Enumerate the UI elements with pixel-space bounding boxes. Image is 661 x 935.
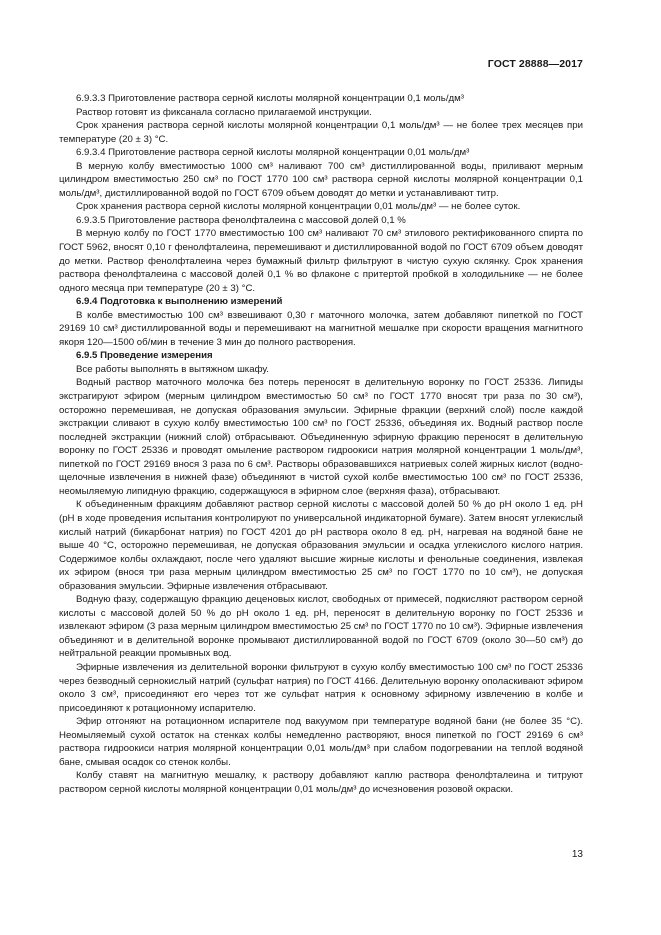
paragraph: В колбе вместимостью 100 см³ взвешивают 0,30 г маточного молочка, затем добавляют пипеткой по ГОСТ 29169 10 см³ дистиллированной воды и перемешивают на магнитной мешалке при скорости вращения магнитного якоря 120—1500 об/мин в течение 3 мин до полного растворения. xyxy=(59,309,583,348)
document-code-header: ГОСТ 28888—2017 xyxy=(487,58,583,70)
page-number: 13 xyxy=(571,849,583,860)
subsection-heading: 6.9.3.5 Приготовление раствора фенолфталеина с массовой долей 0,1 % xyxy=(76,214,406,226)
paragraph: К объединенным фракциям добавляют раствор серной кислоты с массовой долей 50 % до pH около 1 ед. pH (pH в ходе проведения испытания контролируют по универсальной индикаторной бумаге). Затем вносят углекислый кислый натрий (бикарбонат натрия) по ГОСТ 4201 до pH раствора около 8 ед. pH, нагревая на водяной бане не выше 40 °С, осторожно перемешивая, не допуская образования эмульсии и осадка углекислого кислого натрия. Содержимое колбы охлаждают, после чего удаляют высшие жирные кислоты и фенольные соединения, извлекая их эфиром (внося три раза мерным цилиндром вместимостью 25 см³ по ГОСТ 1770 по 10 см³), не допуская образования эмульсии. Эфирные извлечения отбрасывают. xyxy=(59,499,583,592)
paragraph: Водную фазу, содержащую фракцию деценовых кислот, свободных от примесей, подкисляют раствором серной кислоты с массовой долей 50 % до pH около 1 ед. pH, переносят в делительную воронку по ГОСТ 25336 и извлекают эфиром (3 раза мерным цилиндром вместимостью 25 см³ по ГОСТ 1770 по 10 см³). Эфирные извлечения объединяют и в делительной воронке промывают дистиллированной водой по ГОСТ 6709 (около 30—50 см³) до нейтральной реакции промывных вод. xyxy=(59,594,583,660)
paragraph: Срок хранения раствора серной кислоты молярной концентрации 0,01 моль/дм³ — не более суток. xyxy=(76,201,521,213)
document-body xyxy=(59,92,583,796)
section-heading: 6.9.4 Подготовка к выполнению измерений xyxy=(76,296,283,308)
paragraph: Все работы выполнять в вытяжном шкафу. xyxy=(76,363,269,375)
paragraph: Раствор готовят из фиксанала согласно прилагаемой инструкции. xyxy=(76,106,372,118)
paragraph: Водный раствор маточного молочка без потерь переносят в делительную воронку по ГОСТ 25336. Липиды экстрагируют эфиром (мерным цилиндром вместимостью 50 см³ по ГОСТ 1770 вносят три раза по 30 см³), осторожно перемешивая, не допуская образования эмульсии. Эфирные фракции (верхний слой) после каждой экстракции сливают в сухую колбу вместимостью 100 см³ по ГОСТ 25336, объединяя их. Водный раствор после последней экстракции (нижний слой) отбрасывают. Объединенную эфирную фракцию переносят в делительную воронку по ГОСТ 25336 и проводят омыление раствором гидроокиси натрия молярной концентрации 1 моль/дм³, пипеткой по ГОСТ 29169 внося 3 раза по 6 см³. Растворы образовавшихся натриевых солей жирных кислот (водно-щелочные извлечения в нижней фазе) объединяют в чистой сухой колбе вместимостью 100 см³ по ГОСТ 25336, неомыляемую липидную фракцию, содержащуюся в эфирном слое (верхняя фаза), отбрасывают. xyxy=(59,377,583,497)
paragraph: В мерную колбу по ГОСТ 1770 вместимостью 100 см³ наливают 70 см³ этилового ректификованного спирта по ГОСТ 5962, вносят 0,10 г фенолфталеина, перемешивают и дистиллированной водой по ГОСТ 6709 объем доводят до метки. Раствор фенолфталеина через бумажный фильтр фильтруют в чистую сухую склянку. Срок хранения раствора фенолфталеина с массовой долей 0,1 % во флаконе с притертой пробкой в холодильнике — не более одного месяца при температуре (20 ± 3) °С. xyxy=(59,228,583,294)
paragraph: В мерную колбу вместимостью 1000 см³ наливают 700 см³ дистиллированной воды, приливают мерным цилиндром вместимостью 250 см³ по ГОСТ 1770 100 см³ раствора серной кислоты молярной концентрации 0,1 моль/дм³, дистиллированной водой по ГОСТ 6709 объем доводят до метки и устанавливают титр. xyxy=(59,160,583,199)
subsection-heading: 6.9.3.3 Приготовление раствора серной кислоты молярной концентрации 0,1 моль/дм³ xyxy=(76,93,464,104)
paragraph: Эфир отгоняют на ротационном испарителе под вакуумом при температуре водяной бани (не более 35 °С). Неомыляемый сухой остаток на стенках колбы немедленно растворяют, внося пипеткой по ГОСТ 29169 6 см³ раствора гидроокиси натрия молярной концентрации 0,01 моль/дм³ при слабом подогревании на теплой водяной бане, смывая осадок со стенок колбы. xyxy=(59,716,583,768)
paragraph: Срок хранения раствора серной кислоты молярной концентрации 0,1 моль/дм³ — не более трех месяцев при температуре (20 ± 3) °С. xyxy=(59,120,583,145)
section-heading: 6.9.5 Проведение измерения xyxy=(76,350,213,362)
subsection-heading: 6.9.3.4 Приготовление раствора серной кислоты молярной концентрации 0,01 моль/дм³ xyxy=(76,147,470,159)
paragraph: Колбу ставят на магнитную мешалку, к раствору добавляют каплю раствора фенолфталеина и титруют раствором серной кислоты молярной концентрации 0,01 моль/дм³ до исчезновения розовой окраски. xyxy=(59,770,583,795)
paragraph: Эфирные извлечения из делительной воронки фильтруют в сухую колбу вместимостью 100 см³ по ГОСТ 25336 через безводный сернокислый натрий (сульфат натрия) по ГОСТ 4166. Делительную воронку ополаскивают эфиром около 3 см³, присоединяют его через тот же сульфат натрия к основному эфирному извлечению в колбе и присоединяют к ротационному испарителю. xyxy=(59,661,583,714)
